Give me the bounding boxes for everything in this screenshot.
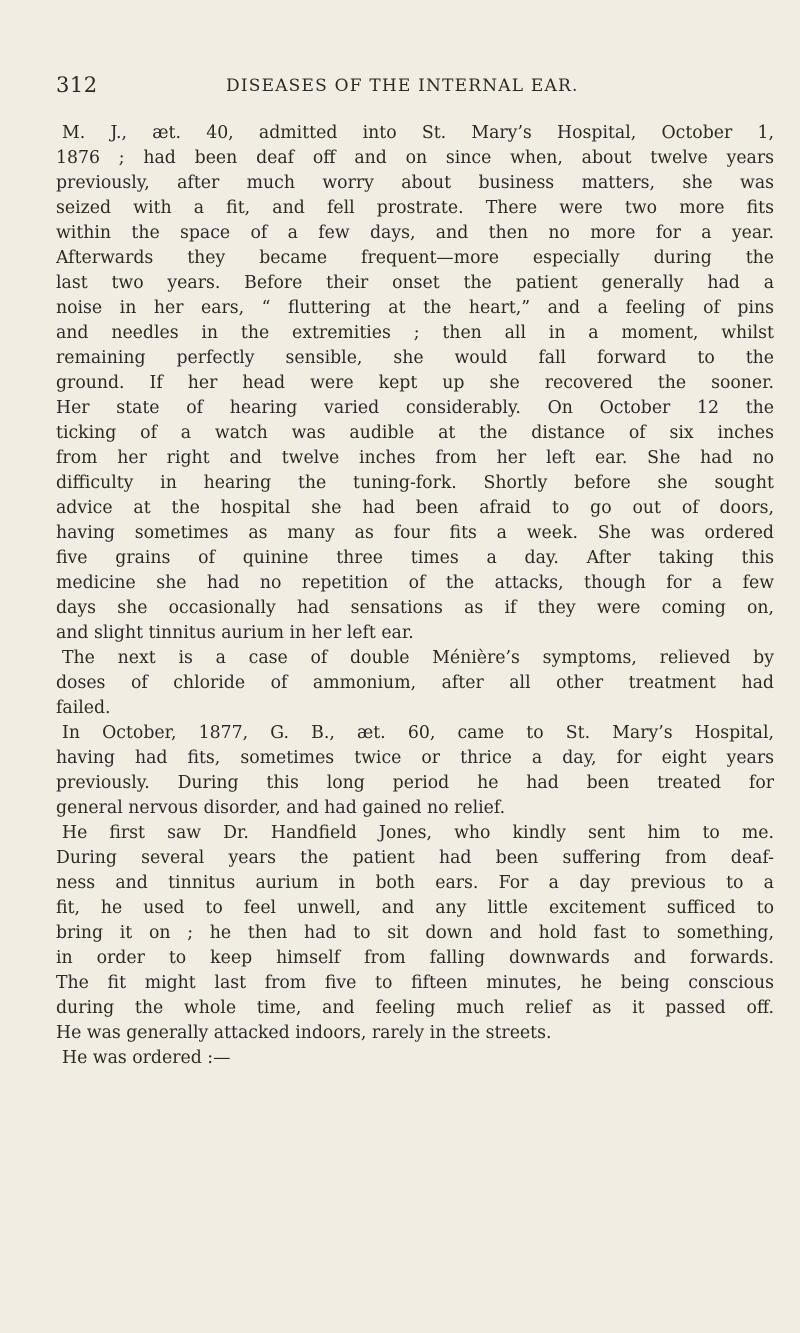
text-line: days she occasionally had sensations as if they were coming on,	[56, 598, 774, 618]
text-line: ground. If her head were kept up she recovered the sooner.	[56, 373, 774, 393]
text-line: advice at the hospital she had been afraid to go out of doors,	[56, 498, 774, 518]
text-line: in order to keep himself from falling downwards and forwards.	[56, 948, 774, 968]
text-line: and needles in the extremities ; then all in a moment, whilst	[56, 323, 774, 343]
text-line: Her state of hearing varied considerably. On October 12 the	[56, 398, 774, 418]
text-line: and slight tinnitus aurium in her left ear.	[56, 623, 414, 643]
text-line: failed.	[56, 698, 111, 718]
text-line: ticking of a watch was audible at the distance of six inches	[56, 423, 774, 443]
text-line: The fit might last from five to fifteen minutes, he being conscious	[56, 973, 774, 993]
text-line: ness and tinnitus aurium in both ears. For a day previous to a	[56, 873, 774, 893]
text-line: during the whole time, and feeling much relief as it passed off.	[56, 998, 774, 1018]
text-line: fit, he used to feel unwell, and any little excitement sufficed to	[56, 898, 774, 918]
text-line: He first saw Dr. Handfield Jones, who kindly sent him to me.	[62, 823, 774, 843]
text-line: previously, after much worry about business matters, she was	[56, 173, 774, 193]
text-line: difficulty in hearing the tuning-fork. Shortly before she sought	[56, 473, 774, 493]
text-line: from her right and twelve inches from her left ear. She had no	[56, 448, 774, 468]
text-line: He was generally attacked indoors, rarely in the streets.	[56, 1023, 552, 1043]
text-line: remaining perfectly sensible, she would fall forward to the	[56, 348, 774, 368]
running-head: DISEASES OF THE INTERNAL EAR.	[226, 76, 579, 96]
text-line: having had fits, sometimes twice or thrice a day, for eight years	[56, 748, 774, 768]
text-line: Afterwards they became frequent—more especially during the	[56, 248, 774, 268]
text-line: five grains of quinine three times a day. After taking this	[56, 548, 774, 568]
text-line: last two years. Before their onset the patient generally had a	[56, 273, 774, 293]
text-line: He was ordered :—	[62, 1048, 231, 1068]
text-line: seized with a fit, and fell prostrate. There were two more fits	[56, 198, 774, 218]
text-line: within the space of a few days, and then no more for a year.	[56, 223, 774, 243]
text-line: previously. During this long period he had been treated for	[56, 773, 774, 793]
text-line: bring it on ; he then had to sit down and hold fast to something,	[56, 923, 774, 943]
page-number: 312	[56, 73, 98, 97]
text-line: noise in her ears, “ fluttering at the heart,” and a feeling of pins	[56, 298, 774, 318]
text-line: doses of chloride of ammonium, after all other treatment had	[56, 673, 774, 693]
body-text	[56, 121, 774, 1071]
text-line: In October, 1877, G. B., æt. 60, came to St. Mary’s Hospital,	[62, 723, 774, 743]
text-line: M. J., æt. 40, admitted into St. Mary’s Hospital, October 1,	[62, 123, 774, 143]
text-line: medicine she had no repetition of the attacks, though for a few	[56, 573, 774, 593]
text-line: During several years the patient had been suffering from deaf-	[56, 848, 774, 868]
text-line: The next is a case of double Ménière’s symptoms, relieved by	[62, 648, 774, 668]
text-line: general nervous disorder, and had gained no relief.	[56, 798, 506, 818]
text-line: having sometimes as many as four fits a week. She was ordered	[56, 523, 774, 543]
text-line: 1876 ; had been deaf off and on since when, about twelve years	[56, 148, 774, 168]
